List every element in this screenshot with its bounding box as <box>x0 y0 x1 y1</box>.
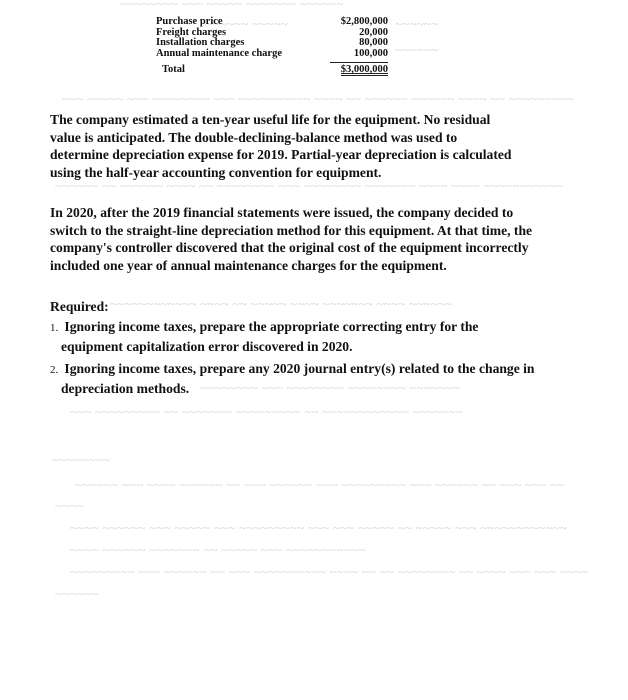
total-label: Total <box>162 64 185 75</box>
cost-row-total <box>156 65 388 76</box>
item-number: 1. <box>50 322 59 334</box>
item-text-line2: depreciation methods. <box>61 380 190 396</box>
item-number: 2. <box>50 364 59 376</box>
required-item-2 <box>50 360 570 397</box>
cost-label: Freight charges <box>156 26 227 38</box>
item-text-line1: Ignoring income taxes, prepare any 2020 journal entry(s) related to the change in <box>64 361 535 376</box>
paragraph-method-change <box>50 204 550 274</box>
cost-amount: 80,000 <box>359 37 388 48</box>
subtotal-rule <box>330 62 388 63</box>
cost-row-annual-maintenance <box>156 49 388 60</box>
cost-amount: 100,000 <box>353 47 388 59</box>
required-item-1 <box>50 318 570 355</box>
total-amount: $3,000,000 <box>340 64 388 75</box>
item-text-line1: Ignoring income taxes, prepare the appropriate correcting entry for the <box>64 319 479 334</box>
paragraph-line: using the half-year accounting convention for equipment. <box>50 164 382 180</box>
cost-amount: $2,800,000 <box>340 16 388 27</box>
cost-table <box>156 17 388 76</box>
cost-label: Installation charges <box>156 37 245 48</box>
cost-label: Annual maintenance charge <box>156 47 282 59</box>
paragraph-line: The company estimated a ten-year useful life for the equipment. No residual <box>50 112 491 127</box>
paragraph-line: determine depreciation expense for 2019. Partial-year depreciation is calculated <box>50 147 512 162</box>
required-heading: Required: <box>50 299 109 314</box>
cost-row-installation-charges <box>156 38 388 49</box>
item-text-line2: equipment capitalization error discovered in 2020. <box>61 338 353 354</box>
document-page: ~~~~~~~~ ~~~ ~~~~~ ~~~~~~~ ~~~~~~ ~~~~~~ ~~~~~ ~~~~~~ ~~~~~~ ~~~ ~~~~~ ~~~ ~~~~~~~~ ~~~ ~~~~~~~~~~ ~~~~ ~~ ~~~~~~ ~~~~~~ ~~~~ ~~ ~~~~~~~~~ ~~~~~~ ~~ ~~~~~~ ~~~~ ~~ ~~~~~~~~ ~~~ ~~~~~~~~ ~~~~~~~ ~~~~ ~~~~ ~~~~~~~~~~~ ~~~~~~~~~~~~ ~~~~ ~~ ~~~~~ ~~~~ ~~~~~~~ ~~~~ ~~~~~~ ~~~~~~~~ ~~~ ~~~~~~~~ ~~~~~~~~ ~~~~~~~ ~~~ ~~~~~~~~~ ~~ ~~~~~~~ ~~~~~~~~~ ~~ ~~~~~~~~~~~~ ~~~~~~~ ~~~~~~~~ ~~~~~~ ~~~ ~~~~ ~~~~~~ ~~ ~~~ ~~~~~~ ~~~ ~~~~~~~~~ ~~~ ~~~~~~ ~~ ~~~ ~~~ ~~ ~~~~ ~~~~ ~~~~~~ ~~~ ~~~~~ ~~~ ~~~~~~~~~ ~~~ ~~~ ~~~~~ ~~ ~~~~~ ~~~ ~~~~~~~~~~~~ ~~~~ ~~~~~~ ~~~~~~~ ~~ ~~~~~ ~~~ ~~~~~~~~~~~ ~~~~~~~~~ ~~~ ~~~~~~ ~~ ~~~ ~~~~~~~~~~ ~~~~ ~~ ~~ ~~~~~~~~ ~~ ~~~~ ~~~ ~~~ ~~~~ ~~~~~~ Purchase price $2,800,000 Freight charges 20,000 Installation charges 80,000 Annual maintenance charge 100,000 Total $3,000,000 The company estimated a ten-year useful life for the equipment. No residual value is anticipated. The double-declining-balance method was used to determine depreciation expense for 2019. Partial-year depreciation is calculated using the half-year accounting convention for equipment. In 2020, after the 2019 financial statements were issued, the company decided to switch to the straight-line depreciation method for this equipment. At that time, the company's controller discovered that the original cost of the equipment incorrectly included one year of annual maintenance charges for the equipment. Required: 1. Ignoring income taxes, prepare the appropriate correcting entry for the equipment capitalization error discovered in 2020. 2. Ignoring income taxes, prepare any 2020 journal entry(s) related to the change in depreciation methods. <box>50 0 589 601</box>
paragraph-line: included one year of annual maintenance charges for the equipment. <box>50 257 447 273</box>
paragraph-line: value is anticipated. The double-declining-balance method was used to <box>50 129 458 145</box>
paragraph-line: switch to the straight-line depreciation method for this equipment. At that time, the <box>50 222 533 238</box>
cost-amount: 20,000 <box>359 26 388 38</box>
cost-row-purchase-price <box>156 17 388 28</box>
paragraph-useful-life <box>50 111 550 181</box>
cost-label: Purchase price <box>156 16 223 27</box>
paragraph-line: In 2020, after the 2019 financial statements were issued, the company decided to <box>50 205 514 220</box>
paragraph-line: company's controller discovered that the original cost of the equipment incorrectly <box>50 240 529 255</box>
